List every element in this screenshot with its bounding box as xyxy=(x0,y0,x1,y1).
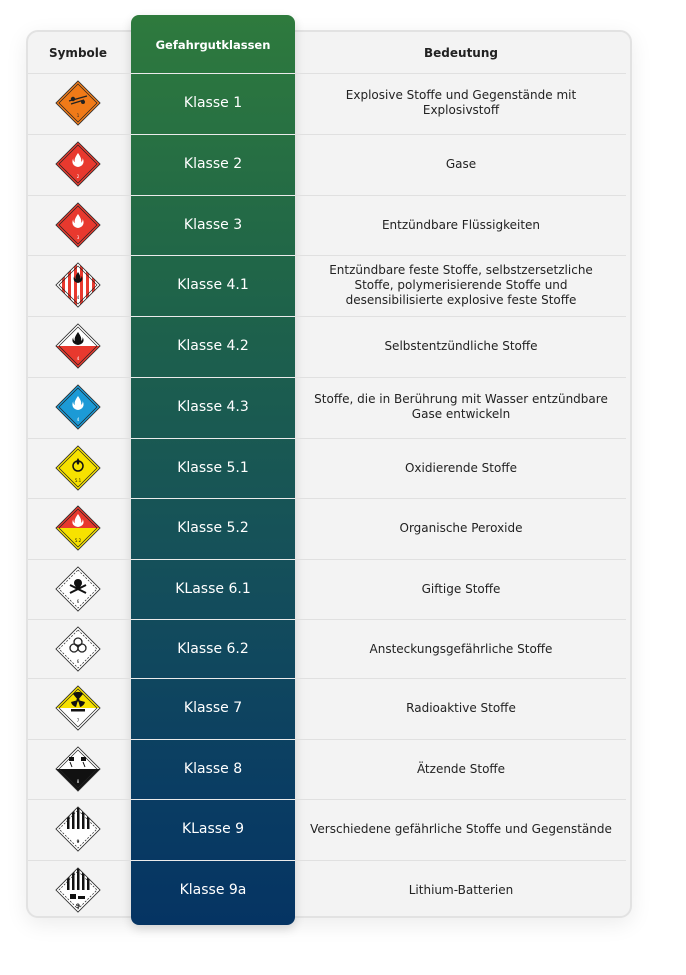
flammable-solid-diamond-icon xyxy=(54,261,102,309)
class-label: KLasse 6.1 xyxy=(175,581,251,597)
flammable-gas-diamond-icon xyxy=(54,140,102,188)
oxidizer-diamond-icon xyxy=(54,444,102,492)
class-label: Klasse 1 xyxy=(183,95,243,111)
table-row xyxy=(28,739,626,799)
class-label: Klasse 6.2 xyxy=(177,641,249,657)
miscellaneous-diamond-icon xyxy=(54,805,102,853)
table-row xyxy=(28,678,626,738)
class-label: Klasse 8 xyxy=(183,761,243,777)
table-row xyxy=(28,73,626,133)
class-label: Klasse 5.2 xyxy=(177,520,249,536)
header-meaning: Bedeutung xyxy=(424,46,498,60)
svg-text:3: 3 xyxy=(76,235,80,240)
table-row xyxy=(28,799,626,859)
table-row xyxy=(28,377,626,437)
class-label: Klasse 3 xyxy=(183,217,243,233)
meaning-text: Gase xyxy=(445,156,477,171)
meaning-text: Entzündbare Flüssigkeiten xyxy=(381,217,541,232)
table-row xyxy=(28,316,626,376)
header-classes: Gefahrgutklassen xyxy=(155,38,271,52)
svg-text:4: 4 xyxy=(76,295,80,300)
table-row xyxy=(28,860,626,920)
class-label: Klasse 9a xyxy=(179,882,247,898)
svg-text:5.1: 5.1 xyxy=(74,478,82,483)
class-label: Klasse 2 xyxy=(183,156,243,172)
svg-text:5.2: 5.2 xyxy=(74,538,82,543)
meaning-text: Selbstentzündliche Stoffe xyxy=(384,338,538,353)
svg-text:9: 9 xyxy=(76,839,80,844)
meaning-text: Organische Peroxide xyxy=(399,520,523,535)
svg-text:4: 4 xyxy=(76,417,80,422)
svg-text:6: 6 xyxy=(76,659,80,664)
meaning-text: Verschiedene gefährliche Stoffe und Gegenstände xyxy=(310,821,612,836)
svg-text:2: 2 xyxy=(76,174,80,179)
meaning-text: Ätzende Stoffe xyxy=(416,761,506,776)
explosive-diamond-icon xyxy=(54,79,102,127)
table-row xyxy=(28,498,626,558)
class-label: Klasse 4.1 xyxy=(177,277,249,293)
svg-text:7: 7 xyxy=(76,718,80,723)
svg-text:8: 8 xyxy=(76,779,80,784)
table-row xyxy=(28,438,626,498)
meaning-text: Explosive Stoffe und Gegenstände mit Explosivstoff xyxy=(345,88,577,117)
meaning-text: Lithium-Batterien xyxy=(408,882,514,897)
svg-text:6: 6 xyxy=(76,599,80,604)
class-label: Klasse 4.2 xyxy=(177,338,249,354)
class-label: Klasse 7 xyxy=(183,700,243,716)
table-row xyxy=(28,195,626,255)
lithium-battery-diamond-icon xyxy=(54,866,102,914)
radioactive-diamond-icon xyxy=(54,684,102,732)
meaning-text: Radioaktive Stoffe xyxy=(406,700,516,715)
svg-text:4: 4 xyxy=(76,356,80,361)
table-row xyxy=(28,255,626,315)
organic-peroxide-diamond-icon xyxy=(54,504,102,552)
infectious-diamond-icon xyxy=(54,625,102,673)
svg-text:1: 1 xyxy=(76,113,80,118)
meaning-text: Ansteckungsgefährliche Stoffe xyxy=(369,641,553,656)
meaning-text: Giftige Stoffe xyxy=(421,581,501,596)
flammable-liquid-diamond-icon xyxy=(54,201,102,249)
meaning-text: Entzündbare feste Stoffe, selbstzersetzliche Stoffe, polymerisierende Stoffe und desensibilisierte explosive feste Stoffe xyxy=(329,262,593,307)
toxic-diamond-icon xyxy=(54,565,102,613)
table-row xyxy=(28,559,626,619)
table-row xyxy=(28,134,626,194)
meaning-text: Oxidierende Stoffe xyxy=(404,460,517,475)
class-label: Klasse 5.1 xyxy=(177,460,249,476)
header-symbols: Symbole xyxy=(48,46,108,60)
table-row xyxy=(28,619,626,679)
spontaneous-combustion-diamond-icon xyxy=(54,322,102,370)
dangerous-when-wet-diamond-icon xyxy=(54,383,102,431)
svg-text:9: 9 xyxy=(75,903,81,910)
class-label: Klasse 4.3 xyxy=(177,399,249,415)
corrosive-diamond-icon xyxy=(54,745,102,793)
class-label: KLasse 9 xyxy=(181,821,245,837)
meaning-text: Stoffe, die in Berührung mit Wasser entzündbare Gase entwickeln xyxy=(314,392,608,421)
